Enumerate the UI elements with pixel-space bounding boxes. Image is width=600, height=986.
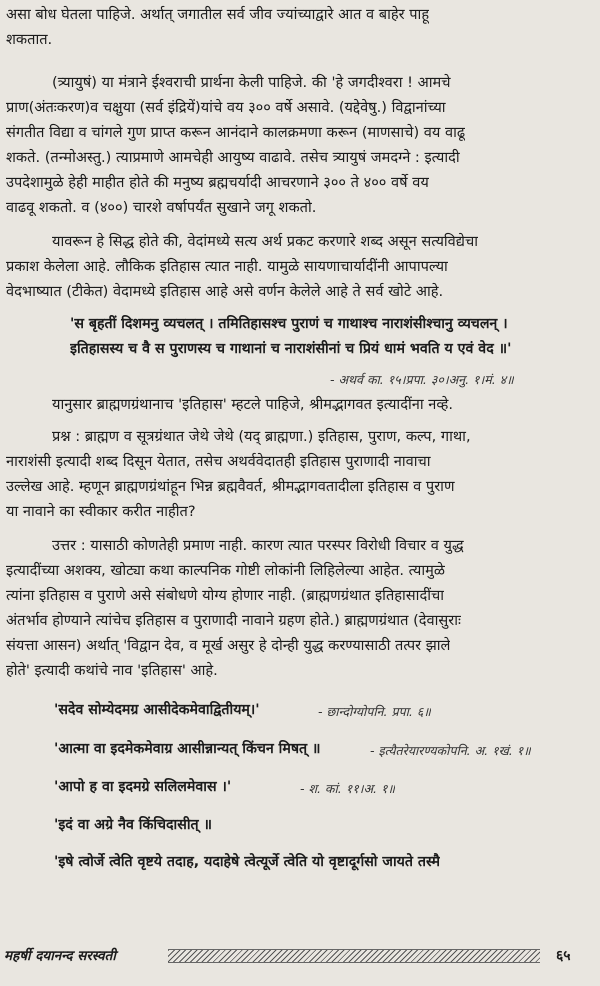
citation: - श. कां. ११।अ. १॥ [300,781,395,796]
answer-line: उत्तर : यासाठी कोणतेही प्रमाण नाही. कारण त्यात परस्पर विरोधी विचार व युद्ध [52,537,464,554]
text-line: संयत्ता आसन) अर्थात् 'विद्वान देव, व मूर्ख असुर हे दोन्ही युद्ध करण्यासाठी तत्पर झाले [6,637,451,654]
text-line: शकतात. [6,31,53,48]
text-line: उल्लेख आहे. म्हणून ब्राह्मणग्रंथांहून भिन्न ब्रह्मवैवर्त, श्रीमद्भागवतादीला इतिहास व पुराण [6,478,455,495]
text-line: शकते. (तन्मोअस्तु.) त्याप्रमाणे आमचेही आयुष्य वाढावे. तसेच त्र्यायुषं जमदग्ने : इत्यादी [6,149,460,166]
sanskrit-quote: 'इषे त्वोर्जे त्वेति वृष्टये तदाह, यदाहेषे त्वेत्यूर्जे त्वेति यो वृष्टादूर्गसो जायते तस्मै [54,854,440,870]
sanskrit-quote: 'आत्मा वा इदमेकमेवाग्र आसीन्नान्यत् किंचन मिषत् ॥ [54,741,321,757]
text-line: नाराशंसी इत्यादी शब्द दिसून येतात, तसेच अथर्ववेदातही इतिहास पुराणादी नावाचा [6,453,431,470]
text-line: असा बोध घेतला पाहिजे. अर्थात् जगातील सर्व जीव ज्यांच्याद्वारे आत व बाहेर पाहू [6,6,430,23]
text-line: प्राण(अंतःकरण)व चक्षुया (सर्व इंद्रियें)यांचे वय ३०० वर्षे असावे. (यद्देवेषु.) विद्वानांच्या [6,99,446,116]
text-line: होते' इत्यादी कथांचे नाव 'इतिहास' आहे. [6,662,218,679]
text-line: प्रकाश केलेला आहे. लौकिक इतिहास त्यात नाही. यामुळे सायणाचार्यादींनी आपापल्या [6,258,448,275]
text-line: (त्र्यायुषं) या मंत्राने ईश्वराची प्रार्थना केली पाहिजे. की 'हे जगदीश्वरा ! आमचे [52,74,451,91]
author-name: महर्षी दयानन्द सरस्वती [4,948,116,964]
sanskrit-quote: इतिहासस्य च वै स पुराणस्य च गाथानां च नाराशंसीनां च प्रियं धामं भवति य एवं वेद ॥' [70,341,512,357]
text-line: यानुसार ब्राह्मणग्रंथानाच 'इतिहास' म्हटले पाहिजे, श्रीमद्भागवत इत्यादींना नव्हे. [52,396,453,413]
text-line: वेदभाष्यात (टीकेत) वेदामध्ये इतिहास आहे असे वर्णन केलेले आहे ते सर्व खोटे आहे. [6,283,444,300]
text-line: उपदेशामुळे हेही माहीत होते की मनुष्य ब्रह्मचर्यादी आचरणाने ३०० ते ४०० वर्षे वय [6,174,429,191]
sanskrit-quote: 'सदेव सोम्येदमग्र आसीदेकमेवाद्वितीयम्।' [54,702,260,718]
question-line: प्रश्न : ब्राह्मण व सूत्रग्रंथात जेथे जेथे (यद् ब्राह्मणा.) इतिहास, पुराण, कल्प, गाथा, [52,428,471,445]
page-footer [0,944,586,968]
text-line: संगतीत विद्या व चांगले गुण प्राप्त करून आनंदाने कालक्रमणा करून (माणसाचे) वय वाढू [6,124,466,141]
text-line: वाढवू शकतो. व (४००) चारशे वर्षापर्यंत सुखाने जगू शकतो. [6,199,317,216]
sanskrit-quote: 'इदं वा अग्रे नैव किंचिदासीत् ॥ [54,817,213,833]
page-number: ६५ [556,948,571,964]
sanskrit-quote: 'आपो ह वा इदमग्रे सलिलमेवास ।' [54,779,232,795]
citation: - छान्दोग्योपनि. प्रपा. ६॥ [318,704,431,719]
text-line: अंतर्भाव होण्याने त्यांचेच इतिहास व पुराणादी नावाने ग्रहण होते.) ब्राह्मणग्रंथात (देवासुराः [6,612,461,629]
text-line: इत्यादींच्या अशक्य, खोट्या कथा काल्पनिक गोष्टी लोकांनी लिहिलेल्या आहेत. त्यामुळे [6,562,445,579]
text-line: यावरून हे सिद्ध होते की, वेदांमध्ये सत्य अर्थ प्रकट करणारे शब्द असून सत्यविद्येचा [52,233,479,250]
citation: - अथर्व का. १५।प्रपा. ३०।अनु. १।मं. ४॥ [330,372,514,387]
text-line: या नावाने का स्वीकार करीत नाहीत? [6,503,196,520]
sanskrit-quote: 'स बृहतीं दिशमनु व्यचलत् । तमितिहासश्च पुराणं च गाथाश्च नाराशंसीश्चानु व्यचलन् । [70,316,508,332]
citation: - इत्यैतरेयारण्यकोपनि. अ. १खं. १॥ [370,743,531,758]
footer-rule [168,949,540,963]
text-line: त्यांना इतिहास व पुराणे असे संबोधणे योग्य होणार नाही. (ब्राह्मणग्रंथात इतिहासादींचा [6,587,445,604]
